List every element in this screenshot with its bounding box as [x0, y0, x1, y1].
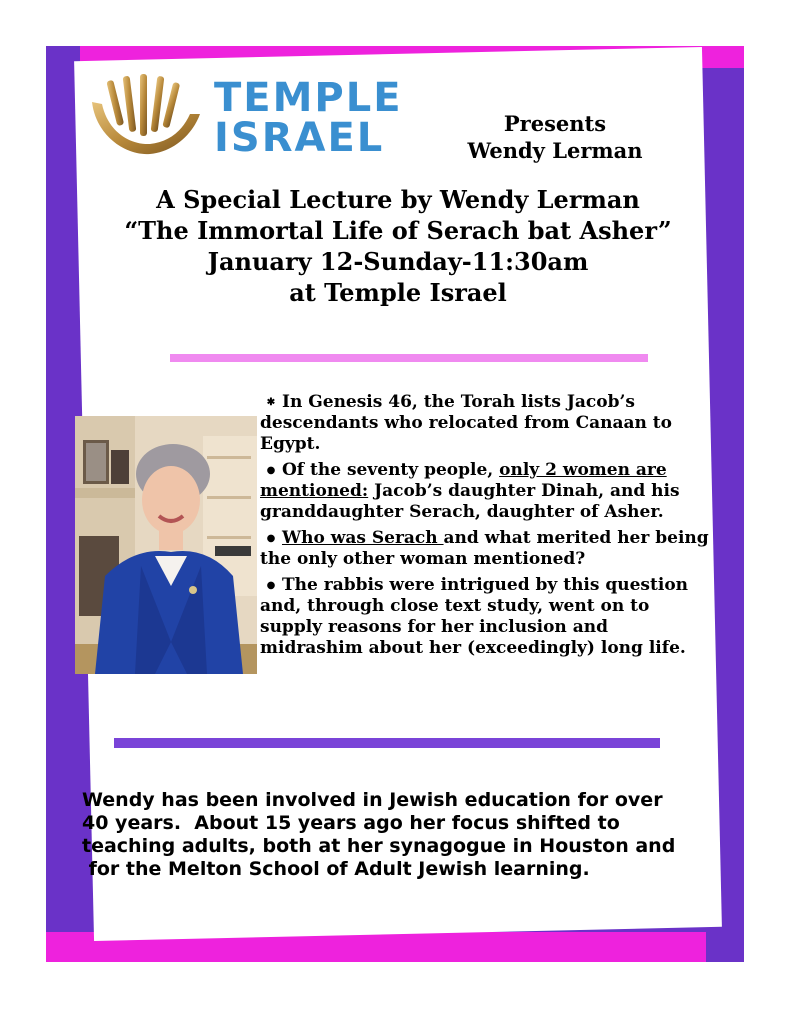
bullet-underlined-text: Who was Serach — [282, 528, 444, 548]
headline-line-1: A Special Lecture by Wendy Lerman — [156, 185, 640, 214]
headline-line-2: “The Immortal Life of Serach bat Asher” — [124, 216, 672, 245]
presents-block — [440, 110, 670, 164]
bio-line-1: Wendy has been involved in Jewish education for over — [82, 789, 663, 811]
bullet-underlined-text: only 2 women are mentioned: — [260, 460, 667, 501]
logo-line-2: ISRAEL — [214, 115, 385, 161]
bullet-text: Of the seventy people, — [282, 460, 500, 480]
bullet-text: Jacob’s daughter Dinah, and his granddaughter Serach, daughter of Asher. — [260, 481, 680, 522]
bullet-text: In Genesis 46, the Torah lists Jacob’s descendants who relocated from Canaan to Egypt. — [260, 392, 672, 454]
bullet-icon: ● — [266, 580, 276, 591]
logo-line-1: TEMPLE — [214, 75, 403, 121]
bullet-text: and what merited her being the only other woman mentioned? — [260, 528, 709, 569]
bullet-icon: ● — [266, 533, 276, 544]
bio-line-3: teaching adults, both at her synagogue in Houston and — [82, 835, 676, 857]
divider-purple — [114, 738, 660, 748]
speaker-photo — [75, 416, 257, 674]
bullet-item — [260, 392, 710, 455]
headline-line-3: January 12-Sunday-11:30am — [207, 247, 589, 276]
divider-pink — [170, 354, 648, 362]
bio-line-4: for the Melton School of Adult Jewish learning. — [82, 858, 590, 880]
bio-line-2: 40 years. About 15 years ago her focus shifted to — [82, 812, 620, 834]
bullet-item — [260, 528, 710, 570]
bullet-item — [260, 575, 710, 659]
bullet-icon: ● — [266, 465, 276, 476]
headline-line-4: at Temple Israel — [289, 278, 507, 307]
menorah-arc-icon — [86, 74, 206, 160]
presents-label: Presents — [503, 111, 607, 136]
bullet-list — [260, 392, 710, 664]
speaker-bio — [82, 789, 722, 881]
presenter-name: Wendy Lerman — [467, 138, 643, 163]
bullet-item — [260, 460, 710, 523]
bullet-text: The rabbis were intrigued by this question and, through close text study, went on to supply reasons for her inclusion and midrashim about her (exceedingly) long life. — [260, 575, 689, 658]
bullet-icon: ✱ — [266, 397, 276, 408]
temple-israel-logo — [214, 75, 414, 161]
lecture-headline — [90, 184, 706, 308]
